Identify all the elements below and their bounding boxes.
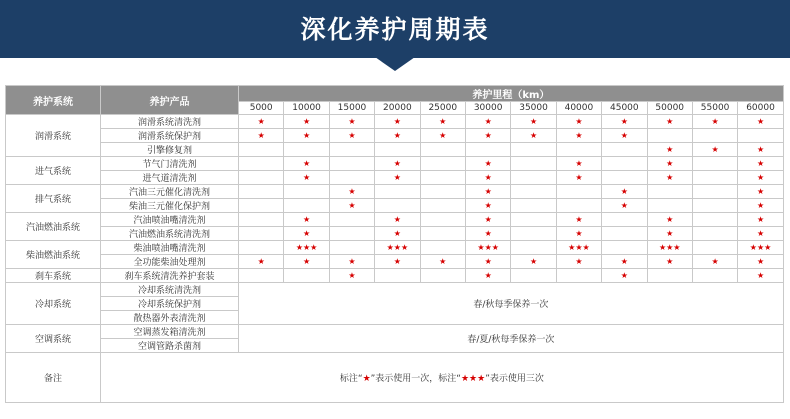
schedule-cell: ★	[511, 255, 556, 269]
title-banner	[0, 0, 790, 58]
remark-text	[101, 353, 784, 403]
schedule-cell	[511, 171, 556, 185]
schedule-cell	[329, 241, 374, 255]
schedule-cell: ★	[465, 129, 510, 143]
schedule-cell	[329, 157, 374, 171]
schedule-cell	[420, 227, 465, 241]
schedule-cell: ★	[738, 255, 783, 269]
product-name-cell: 润滑系统清洗剂	[101, 115, 239, 129]
schedule-cell: ★	[329, 269, 374, 283]
schedule-cell	[692, 241, 737, 255]
mileage-header-cell: 40000	[556, 102, 601, 115]
schedule-cell	[239, 269, 284, 283]
table-row	[6, 157, 784, 171]
mileage-header-cell: 45000	[602, 102, 647, 115]
schedule-cell	[511, 241, 556, 255]
schedule-cell: ★	[556, 129, 601, 143]
header-mileage: 养护里程（km）	[239, 86, 784, 102]
schedule-cell: ★	[465, 171, 510, 185]
schedule-cell: ★	[465, 199, 510, 213]
schedule-cell	[738, 129, 783, 143]
schedule-cell: ★	[738, 227, 783, 241]
schedule-cell: ★	[602, 115, 647, 129]
schedule-cell: ★	[329, 115, 374, 129]
schedule-cell: ★	[602, 185, 647, 199]
schedule-cell	[375, 185, 420, 199]
schedule-cell: ★	[738, 185, 783, 199]
schedule-cell: ★	[375, 157, 420, 171]
mileage-header-cell: 55000	[692, 102, 737, 115]
schedule-cell: ★	[511, 115, 556, 129]
mileage-header-cell: 30000	[465, 102, 510, 115]
schedule-cell: ★	[738, 157, 783, 171]
schedule-cell: ★	[420, 129, 465, 143]
schedule-cell: ★	[738, 213, 783, 227]
schedule-cell	[602, 171, 647, 185]
schedule-cell: ★	[465, 213, 510, 227]
mileage-header-cell: 35000	[511, 102, 556, 115]
schedule-cell	[420, 157, 465, 171]
schedule-cell	[420, 171, 465, 185]
schedule-cell: ★	[465, 227, 510, 241]
system-name-cell: 空调系统	[6, 325, 101, 353]
table-row	[6, 255, 784, 269]
remark-star: ★	[362, 374, 371, 384]
schedule-cell: ★	[556, 115, 601, 129]
table-row	[6, 241, 784, 255]
table-row	[6, 227, 784, 241]
system-name-cell: 汽油燃油系统	[6, 213, 101, 241]
schedule-cell	[511, 199, 556, 213]
remark-fragment: ”表示使用一次，标注“	[370, 374, 461, 384]
schedule-cell	[239, 241, 284, 255]
schedule-cell: ★	[602, 129, 647, 143]
schedule-cell	[692, 227, 737, 241]
schedule-cell: ★	[329, 255, 374, 269]
schedule-cell: ★	[420, 255, 465, 269]
schedule-cell: ★	[329, 199, 374, 213]
product-name-cell: 润滑系统保护剂	[101, 129, 239, 143]
schedule-cell	[239, 213, 284, 227]
schedule-cell: ★	[556, 157, 601, 171]
schedule-cell: ★	[647, 171, 692, 185]
schedule-cell: ★	[602, 269, 647, 283]
product-name-cell: 节气门清洗剂	[101, 157, 239, 171]
schedule-cell	[284, 199, 329, 213]
schedule-cell: ★	[284, 255, 329, 269]
maintenance-schedule-table	[5, 85, 784, 403]
schedule-cell	[239, 143, 284, 157]
schedule-cell: ★	[556, 171, 601, 185]
schedule-cell	[420, 199, 465, 213]
banner-notch	[375, 57, 415, 71]
schedule-cell	[556, 269, 601, 283]
schedule-cell: ★	[329, 185, 374, 199]
schedule-cell: ★	[647, 157, 692, 171]
schedule-cell	[239, 157, 284, 171]
schedule-cell: ★	[465, 185, 510, 199]
schedule-cell	[511, 227, 556, 241]
product-name-cell: 柴油三元催化保护剂	[101, 199, 239, 213]
mileage-header-cell: 50000	[647, 102, 692, 115]
schedule-cell	[284, 185, 329, 199]
schedule-cell: ★	[738, 199, 783, 213]
schedule-cell: ★	[284, 115, 329, 129]
product-name-cell: 冷却系统清洗剂	[101, 283, 239, 297]
schedule-cell: ★	[375, 171, 420, 185]
schedule-cell: ★	[239, 115, 284, 129]
schedule-cell	[556, 199, 601, 213]
schedule-cell: ★	[647, 115, 692, 129]
schedule-cell: ★	[284, 171, 329, 185]
schedule-cell: ★	[738, 115, 783, 129]
schedule-cell	[692, 213, 737, 227]
schedule-cell	[329, 171, 374, 185]
header-product: 养护产品	[101, 86, 239, 115]
page-title: 深化养护周期表	[300, 15, 490, 44]
mileage-header-cell: 60000	[738, 102, 783, 115]
schedule-cell	[556, 185, 601, 199]
schedule-cell	[692, 129, 737, 143]
schedule-cell: ★	[647, 143, 692, 157]
schedule-cell: ★	[602, 255, 647, 269]
schedule-cell: ★	[738, 143, 783, 157]
schedule-cell	[329, 227, 374, 241]
schedule-cell: ★	[738, 171, 783, 185]
schedule-cell: ★	[556, 227, 601, 241]
remark-star: ★★★	[460, 374, 486, 384]
table-row	[6, 129, 784, 143]
system-name-cell: 柴油燃油系统	[6, 241, 101, 269]
product-name-cell: 柴油喷油嘴清洗剂	[101, 241, 239, 255]
remark-fragment: 标注“	[339, 374, 363, 384]
schedule-cell	[239, 185, 284, 199]
schedule-cell: ★	[556, 213, 601, 227]
table-row	[6, 325, 784, 339]
table-row	[6, 213, 784, 227]
schedule-cell	[602, 213, 647, 227]
mileage-header-cell: 15000	[329, 102, 374, 115]
table-row	[6, 283, 784, 297]
product-name-cell: 引擎修复剂	[101, 143, 239, 157]
schedule-cell: ★	[692, 115, 737, 129]
schedule-cell: ★	[239, 129, 284, 143]
schedule-cell	[284, 269, 329, 283]
schedule-cell	[602, 227, 647, 241]
schedule-cell	[511, 157, 556, 171]
product-name-cell: 空调管路杀菌剂	[101, 339, 239, 353]
schedule-cell	[239, 199, 284, 213]
schedule-cell: ★	[647, 213, 692, 227]
schedule-cell: ★	[284, 227, 329, 241]
schedule-cell: ★	[465, 157, 510, 171]
ac-schedule-note: 春/夏/秋每季保养一次	[239, 325, 784, 353]
schedule-cell	[511, 213, 556, 227]
schedule-cell: ★	[465, 269, 510, 283]
product-name-cell: 散热器外表清洗剂	[101, 311, 239, 325]
schedule-cell: ★	[738, 269, 783, 283]
product-name-cell: 汽油燃油系统清洗剂	[101, 227, 239, 241]
schedule-cell	[647, 129, 692, 143]
schedule-cell	[465, 143, 510, 157]
schedule-cell: ★	[375, 213, 420, 227]
schedule-cell: ★	[284, 213, 329, 227]
schedule-cell	[647, 269, 692, 283]
schedule-cell	[239, 227, 284, 241]
header-system: 养护系统	[6, 86, 101, 115]
mileage-header-cell: 10000	[284, 102, 329, 115]
schedule-cell: ★	[602, 199, 647, 213]
schedule-cell: ★	[647, 227, 692, 241]
schedule-cell: ★	[647, 255, 692, 269]
cooling-schedule-note: 春/秋每季保养一次	[239, 283, 784, 325]
schedule-cell: ★	[239, 255, 284, 269]
schedule-cell: ★	[511, 129, 556, 143]
product-name-cell: 进气道清洗剂	[101, 171, 239, 185]
schedule-cell	[692, 269, 737, 283]
schedule-cell	[375, 143, 420, 157]
schedule-cell: ★★★	[556, 241, 601, 255]
schedule-cell	[602, 241, 647, 255]
schedule-cell	[647, 185, 692, 199]
schedule-cell: ★★★	[375, 241, 420, 255]
schedule-cell	[375, 199, 420, 213]
table-row	[6, 269, 784, 283]
schedule-cell: ★	[329, 129, 374, 143]
system-name-cell: 刹车系统	[6, 269, 101, 283]
remark-row	[6, 353, 784, 403]
schedule-cell	[692, 199, 737, 213]
schedule-cell	[420, 241, 465, 255]
schedule-cell	[692, 185, 737, 199]
schedule-cell	[647, 199, 692, 213]
schedule-cell	[511, 143, 556, 157]
system-name-cell: 润滑系统	[6, 115, 101, 157]
schedule-cell	[602, 157, 647, 171]
schedule-cell	[692, 171, 737, 185]
schedule-cell	[420, 269, 465, 283]
table-row	[6, 115, 784, 129]
schedule-cell	[420, 185, 465, 199]
table-row	[6, 171, 784, 185]
schedule-cell	[556, 143, 601, 157]
schedule-cell	[692, 157, 737, 171]
schedule-cell: ★	[692, 143, 737, 157]
schedule-cell: ★★★	[284, 241, 329, 255]
schedule-cell	[239, 171, 284, 185]
product-name-cell: 冷却系统保护剂	[101, 297, 239, 311]
system-name-cell: 进气系统	[6, 157, 101, 185]
schedule-cell: ★★★	[647, 241, 692, 255]
product-name-cell: 汽油三元催化清洗剂	[101, 185, 239, 199]
system-name-cell: 排气系统	[6, 185, 101, 213]
schedule-cell	[284, 143, 329, 157]
table-row	[6, 185, 784, 199]
schedule-cell	[511, 185, 556, 199]
schedule-cell: ★	[284, 157, 329, 171]
system-name-cell: 冷却系统	[6, 283, 101, 325]
schedule-cell: ★	[375, 129, 420, 143]
schedule-cell: ★	[284, 129, 329, 143]
schedule-cell	[329, 143, 374, 157]
mileage-header-cell: 5000	[239, 102, 284, 115]
schedule-cell: ★	[375, 255, 420, 269]
schedule-cell: ★	[420, 115, 465, 129]
schedule-cell: ★	[692, 255, 737, 269]
product-name-cell: 汽油喷油嘴清洗剂	[101, 213, 239, 227]
product-name-cell: 刹车系统清洗养护套装	[101, 269, 239, 283]
schedule-cell: ★★★	[465, 241, 510, 255]
schedule-cell: ★	[465, 255, 510, 269]
table-row	[6, 199, 784, 213]
product-name-cell: 全功能柴油处理剂	[101, 255, 239, 269]
schedule-cell	[602, 143, 647, 157]
schedule-cell: ★	[375, 227, 420, 241]
schedule-cell: ★	[556, 255, 601, 269]
product-name-cell: 空调蒸发箱清洗剂	[101, 325, 239, 339]
schedule-cell: ★	[375, 115, 420, 129]
schedule-cell	[511, 269, 556, 283]
table-row	[6, 143, 784, 157]
mileage-header-cell: 20000	[375, 102, 420, 115]
schedule-cell: ★★★	[738, 241, 783, 255]
schedule-cell	[375, 269, 420, 283]
mileage-header-cell: 25000	[420, 102, 465, 115]
remark-fragment: ”表示使用三次	[485, 374, 544, 384]
schedule-cell	[329, 213, 374, 227]
schedule-cell	[420, 213, 465, 227]
schedule-cell	[420, 143, 465, 157]
schedule-cell: ★	[465, 115, 510, 129]
remark-label: 备注	[6, 353, 101, 403]
